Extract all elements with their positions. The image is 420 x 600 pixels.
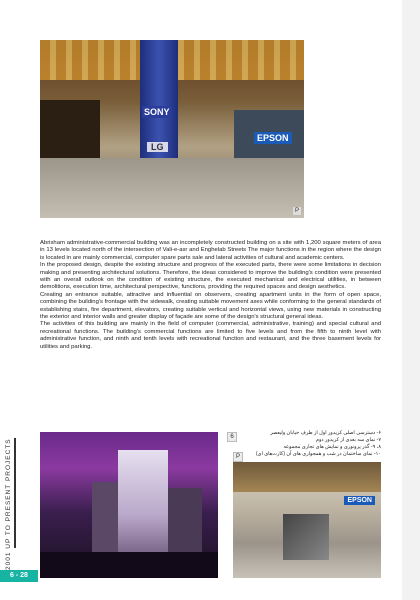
escalator — [283, 514, 329, 560]
side-rule — [14, 438, 16, 548]
caption: ۷- نمای سه بعدی از کریدور دوم — [315, 437, 381, 443]
paragraph: The activities of this building are mainly in the field of computer (commercial, administrative, training) and special cultural and recreational functions. The building's commercial functions are limited to five levels and from the fifth to ninth level with administrative function, and ninth and tenth levels with recreational function and restaurant, and the three basement levels for utilities and parking. — [40, 321, 381, 350]
sony-sign: SONY — [144, 107, 170, 117]
image-number-mark: P — [233, 452, 243, 462]
body-text — [40, 240, 381, 351]
building-tower — [118, 450, 168, 560]
epson-sign: EPSON — [254, 132, 292, 144]
page-number: 6 - 28 — [0, 570, 38, 582]
paragraph: In the proposed design, despite the existing structure and progress of the executed parts, there were some limitations in decision making and presenting architectural solutions. Therefore, the ideas considered to improve the building's condition were presented with an overall outlook on the condition of existing structure, the executed mechanical and electrical utilities, in between demolitions, execution time, architectural perspective, functions, providing the required spaces and design aesthetics. — [40, 262, 381, 291]
caption: ۸، ۹- گذر پرونوری و نمایش های تجاری مجموعه — [283, 444, 381, 450]
mall-arcade-photo — [233, 462, 381, 578]
mall-interior-photo — [40, 40, 304, 218]
caption: ۶- دسترسی اصلی کریدور اول از طرف خیابان ولیعصر — [270, 430, 381, 436]
image-captions — [233, 430, 381, 458]
image-number-mark: 6 — [227, 432, 237, 442]
image-corner-mark: P — [294, 208, 299, 214]
section-side-label: 2001 UP TO PRESENT PROJECTS — [5, 438, 12, 570]
night-exterior-photo — [40, 432, 218, 578]
lg-sign: LG — [147, 142, 168, 152]
floor — [40, 158, 304, 218]
paragraph: Creating an entrance suitable, attractive and influential on observers, creating apartment units in the form of open space, combining the building's frontage with the sidewalk, creating suitable movement axes while conforming to the general standards of establishing stairs, fire department, elevators, creating suitable vertical and horizontal views, using new materials in constructing the exterior and interior walls and greater display of façade are some of the design's structural general ideas. — [40, 291, 381, 321]
caption: ۱۰- نمای ساختمان در شب و همجواری های آن (کارت‌های ای) — [255, 451, 381, 457]
arcade-arch — [233, 462, 381, 492]
page-edge-strip — [402, 0, 420, 600]
paragraph: Abrisham administrative-commercial building was an incompletely constructed building on a site with 1,200 square meters of area in 13 levels located north of the intersection of Vali-e-asr and Enghelab Streets The major functions in the region where the design is located in are mainly commercial, computer spare parts sale and lateral activities of cultural and academic centers. — [40, 240, 381, 261]
epson-sign: EPSON — [344, 496, 375, 505]
building-side — [168, 488, 202, 560]
street — [40, 552, 218, 578]
